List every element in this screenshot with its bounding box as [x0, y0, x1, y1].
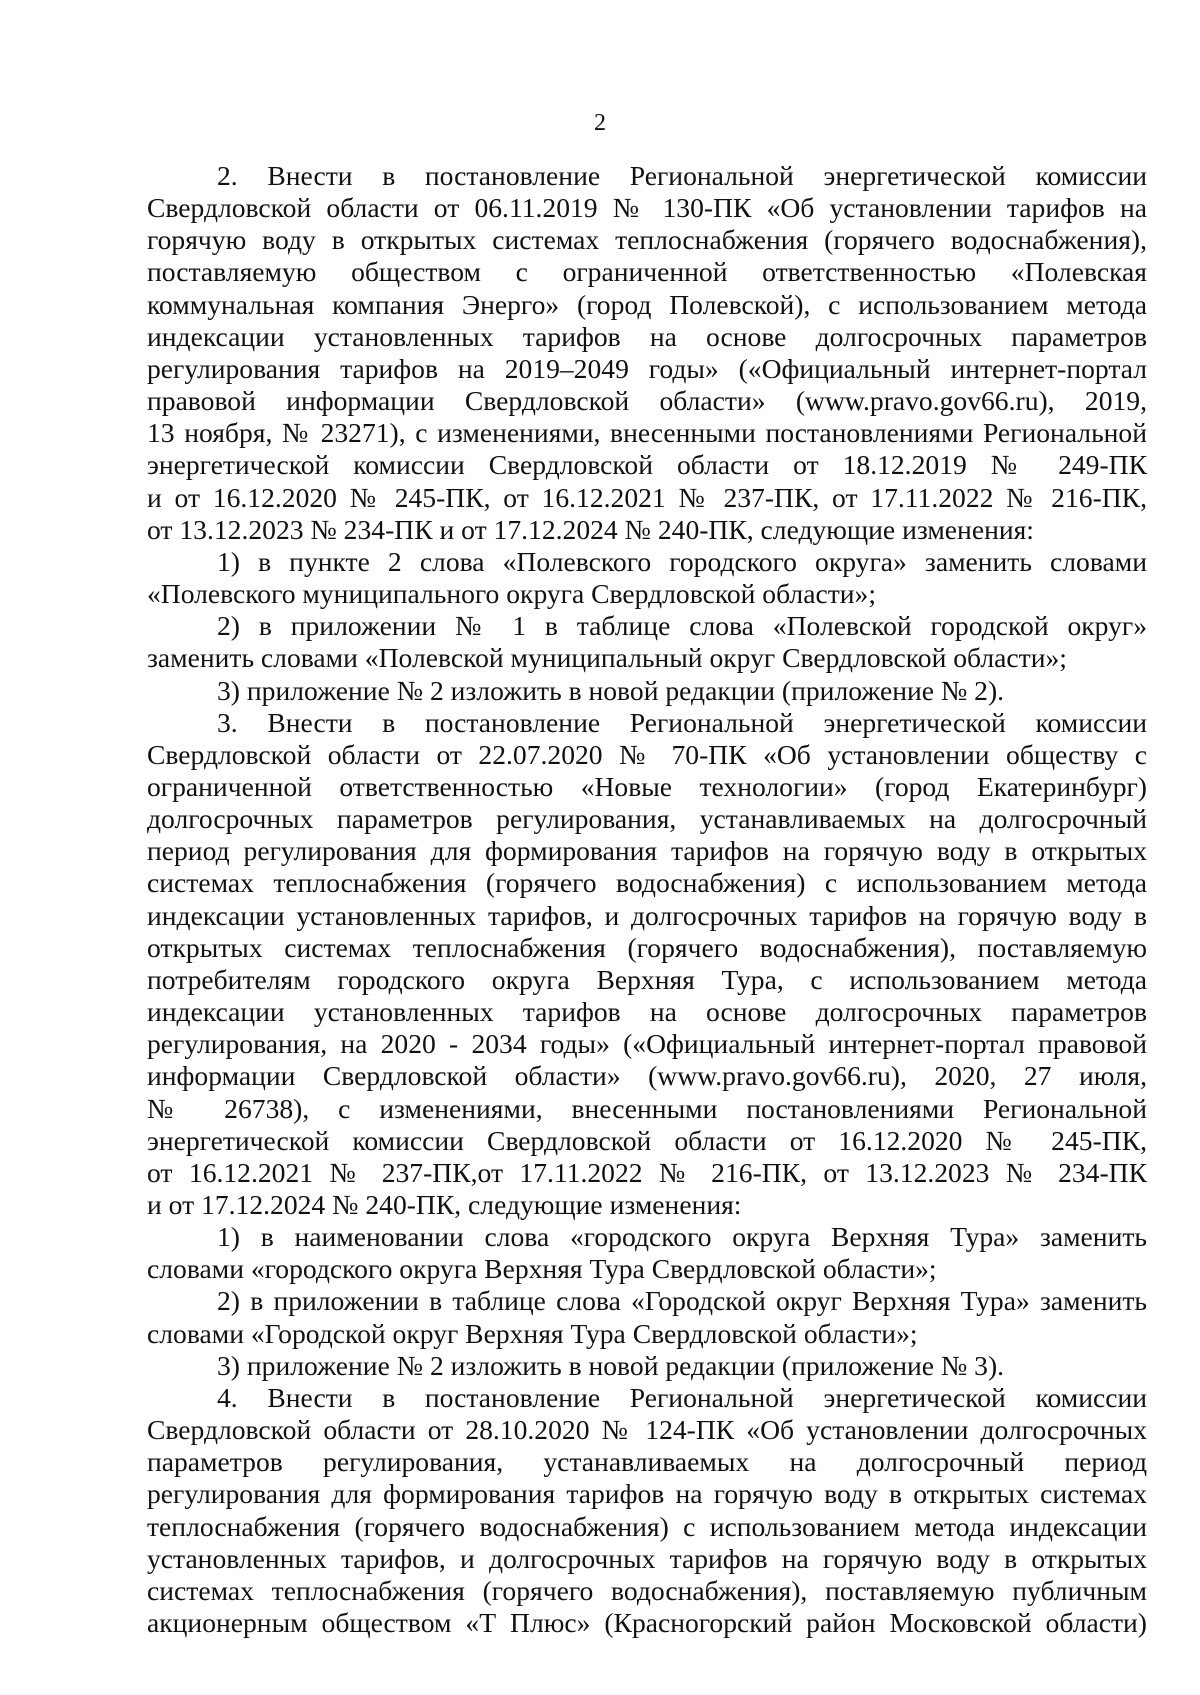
- text-line: «Полевского муниципального округа Свердловской области»;: [147, 578, 876, 610]
- text-line: и от 16.12.2020 № 245-ПК, от 16.12.2021 № 237-ПК, от 17.11.2022 № 216-ПК,: [147, 481, 1147, 513]
- text-line: акционерным обществом «Т Плюс» (Красногорский район Московской области): [147, 1607, 1147, 1639]
- paragraph-p2: [147, 160, 1147, 546]
- paragraph-p3-3: [147, 1350, 1147, 1382]
- text-line: коммунальная компания Энерго» (город Полевской), с использованием метода: [147, 288, 1147, 320]
- text-line: 2. Внести в постановление Региональной энергетической комиссии: [217, 160, 1147, 191]
- text-line: индексации установленных тарифов, и долгосрочных тарифов на горячую воду в: [147, 899, 1147, 931]
- text-line: энергетической комиссии Свердловской области от 16.12.2020 № 245-ПК,: [147, 1124, 1147, 1156]
- text-line: регулирования, на 2020 - 2034 годы» («Официальный интернет-портал правовой: [147, 1028, 1147, 1060]
- paragraph-p3: [147, 707, 1147, 1222]
- text-line: 3. Внести в постановление Региональной энергетической комиссии: [217, 706, 1147, 738]
- paragraph-p3-1: [147, 1221, 1147, 1285]
- text-line: от 16.12.2021 № 237-ПК,от 17.11.2022 № 216-ПК, от 13.12.2023 № 234-ПК: [147, 1156, 1147, 1188]
- text-line: энергетической комиссии Свердловской области от 18.12.2019 № 249-ПК: [147, 449, 1147, 481]
- text-line: 13 ноября, № 23271), с изменениями, внесенными постановлениями Региональной: [147, 417, 1147, 449]
- text-line: от 13.12.2023 № 234-ПК и от 17.12.2024 № 240-ПК, следующие изменения:: [147, 513, 1034, 545]
- text-line: установленных тарифов, и долгосрочных тарифов на горячую воду в открытых: [147, 1542, 1147, 1574]
- text-line: системах теплоснабжения (горячего водоснабжения) с использованием метода: [147, 867, 1147, 899]
- text-line: Свердловской области от 22.07.2020 № 70-ПК «Об установлении обществу с: [147, 738, 1147, 770]
- text-line: 1) в наименовании слова «городского округа Верхняя Тура» заменить: [217, 1221, 1147, 1253]
- paragraph-p2-1: [147, 546, 1147, 610]
- page-number: 2: [594, 110, 606, 136]
- text-line: 1) в пункте 2 слова «Полевского городского округа» заменить словами: [217, 545, 1147, 577]
- text-line: период регулирования для формирования тарифов на горячую воду в открытых: [147, 835, 1147, 867]
- text-line: поставляемую обществом с ограниченной ответственностью «Полевская: [147, 256, 1147, 288]
- text-line: словами «Городской округ Верхняя Тура Свердловской области»;: [147, 1317, 918, 1349]
- text-line: 2) в приложении в таблице слова «Городской округ Верхняя Тура» заменить: [217, 1285, 1147, 1317]
- text-line: и от 17.12.2024 № 240-ПК, следующие изменения:: [147, 1189, 742, 1220]
- text-line: регулирования для формирования тарифов на горячую воду в открытых системах: [147, 1478, 1147, 1510]
- paragraph-p4: [147, 1382, 1147, 1639]
- text-line: 3) приложение № 2 изложить в новой редакции (приложение № 3).: [217, 1349, 1005, 1381]
- text-line: теплоснабжения (горячего водоснабжения) с использованием метода индексации: [147, 1510, 1147, 1542]
- text-line: заменить словами «Полевской муниципальный округ Свердловской области»;: [147, 642, 1067, 674]
- text-line: правовой информации Свердловской области» (www.pravo.gov66.ru), 2019,: [147, 385, 1147, 417]
- text-line: открытых системах теплоснабжения (горячего водоснабжения), поставляемую: [147, 931, 1147, 963]
- paragraph-p3-2: [147, 1285, 1147, 1349]
- text-line: 2) в приложении № 1 в таблице слова «Полевской городской округ»: [217, 610, 1147, 642]
- text-line: регулирования тарифов на 2019–2049 годы» («Официальный интернет-портал: [147, 352, 1147, 384]
- text-line: долгосрочных параметров регулирования, устанавливаемых на долгосрочный: [147, 803, 1147, 835]
- document-body: [147, 160, 1147, 1639]
- text-line: Свердловской области от 28.10.2020 № 124-ПК «Об установлении долгосрочных: [147, 1414, 1147, 1446]
- paragraph-p2-3: [147, 675, 1147, 707]
- paragraph-p2-2: [147, 610, 1147, 674]
- text-line: горячую воду в открытых системах теплоснабжения (горячего водоснабжения),: [147, 224, 1147, 256]
- text-line: № 26738), с изменениями, внесенными постановлениями Региональной: [147, 1092, 1147, 1124]
- text-line: 4. Внести в постановление Региональной энергетической комиссии: [217, 1381, 1147, 1413]
- text-line: словами «городского округа Верхняя Тура Свердловской области»;: [147, 1253, 937, 1285]
- text-line: системах теплоснабжения (горячего водоснабжения), поставляемую публичным: [147, 1574, 1147, 1606]
- text-line: информации Свердловской области» (www.pravo.gov66.ru), 2020, 27 июля,: [147, 1060, 1147, 1092]
- text-line: параметров регулирования, устанавливаемых на долгосрочный период: [147, 1446, 1147, 1478]
- text-line: индексации установленных тарифов на основе долгосрочных параметров: [147, 320, 1147, 352]
- text-line: 3) приложение № 2 изложить в новой редакции (приложение № 2).: [217, 674, 1005, 706]
- text-line: индексации установленных тарифов на основе долгосрочных параметров: [147, 996, 1147, 1028]
- text-line: потребителям городского округа Верхняя Тура, с использованием метода: [147, 963, 1147, 995]
- text-line: ограниченной ответственностью «Новые технологии» (город Екатеринбург): [147, 770, 1147, 802]
- text-line: Свердловской области от 06.11.2019 № 130-ПК «Об установлении тарифов на: [147, 192, 1147, 224]
